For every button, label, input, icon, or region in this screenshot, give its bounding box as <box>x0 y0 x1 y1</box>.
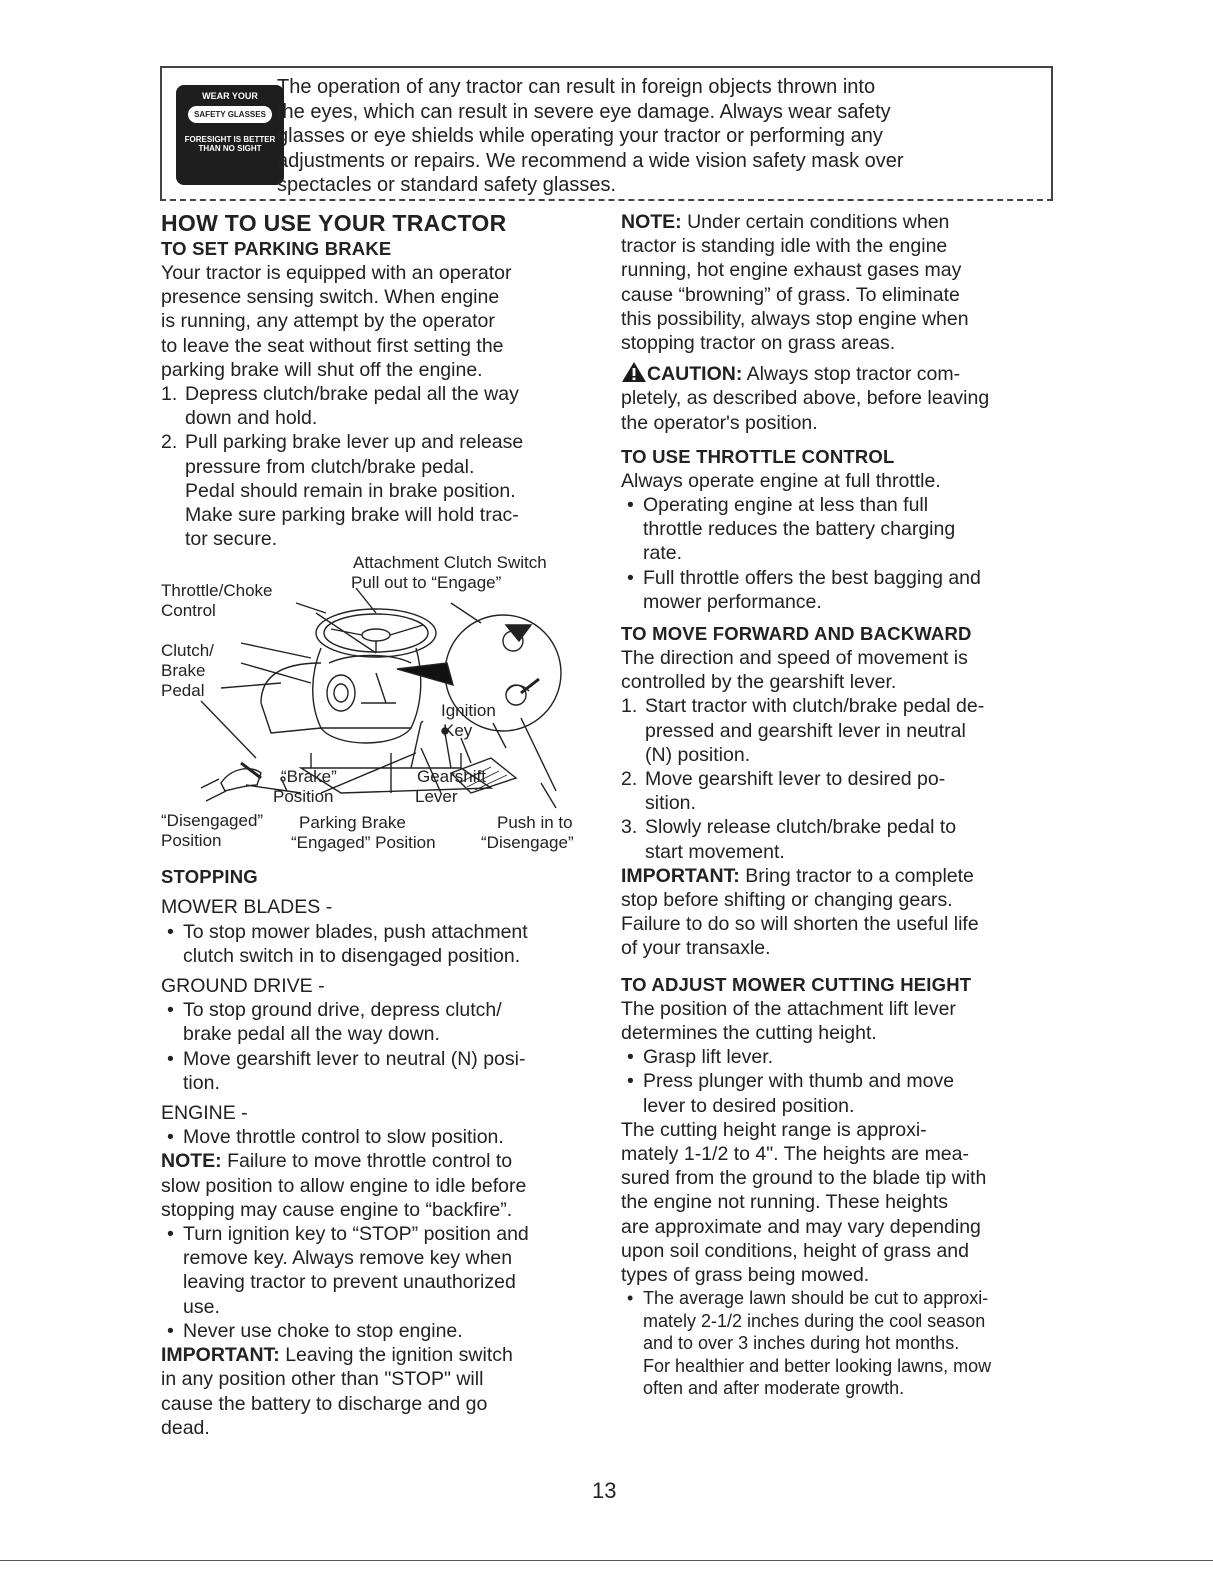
parking-step-2 <box>161 430 593 551</box>
label-lever: Lever <box>415 787 458 807</box>
text-line: often and after moderate growth. <box>643 1378 905 1399</box>
bullet: • <box>627 494 634 517</box>
text-line: presence sensing switch. When engine <box>161 286 500 309</box>
text-line: Operating engine at less than full <box>643 494 929 517</box>
label-parking-brake: Parking Brake <box>299 813 406 833</box>
warning-line: spectacles or standard safety glasses. <box>277 174 617 196</box>
text-line: (N) position. <box>645 743 751 766</box>
text-line: cause “browning” of grass. To eliminate <box>621 283 960 306</box>
move-step-1 <box>621 694 1051 767</box>
text-line: Under certain conditions when <box>681 211 950 233</box>
warning-triangle-icon <box>621 361 647 383</box>
text-line: remove key. Always remove key when <box>183 1247 513 1270</box>
label-ignition: Ignition <box>441 701 496 721</box>
label-control: Control <box>161 601 216 621</box>
text-line: pressure from clutch/brake pedal. <box>185 455 475 478</box>
text-line: slow position to allow engine to idle before <box>161 1174 527 1197</box>
ground-drive-bullet-2 <box>161 1047 593 1095</box>
text-line: sured from the ground to the blade tip with <box>621 1167 987 1190</box>
adjust-bullet-3 <box>621 1287 1051 1400</box>
warning-line: glasses or eye shields while operating your tractor or performing any <box>277 125 883 147</box>
warning-line: The operation of any tractor can result in foreign objects thrown into <box>277 76 876 98</box>
adjust-bullet-1 <box>621 1045 1051 1069</box>
text-line: The average lawn should be cut to approxi- <box>643 1288 989 1309</box>
warning-line: adjustments or repairs. We recommend a wide vision safety mask over <box>277 149 904 172</box>
text-line: running, hot engine exhaust gases may <box>621 259 962 282</box>
text-line: tor secure. <box>185 528 278 551</box>
badge-line-3: FORESIGHT IS BETTER <box>184 135 276 144</box>
label-key: Key <box>443 721 473 741</box>
engine-bullet-1 <box>161 1125 593 1149</box>
left-column <box>161 209 593 1440</box>
cutting-height-heading: TO ADJUST MOWER CUTTING HEIGHT <box>621 973 972 995</box>
label-attachment-clutch-switch: Attachment Clutch Switch <box>353 553 547 573</box>
text-line: use. <box>183 1295 220 1318</box>
text-line: Grasp lift lever. <box>643 1046 774 1069</box>
move-important <box>621 864 1051 961</box>
parking-intro <box>161 261 593 382</box>
step-number: 1. <box>621 695 638 718</box>
text-line: this possibility, always stop engine when <box>621 307 969 330</box>
badge-line-2: SAFETY GLASSES <box>188 106 272 123</box>
note-label: NOTE: <box>161 1150 222 1173</box>
safety-warning-box <box>160 66 1053 201</box>
safety-glasses-badge <box>176 85 284 185</box>
step-number: 1. <box>161 383 178 406</box>
adjust-bullet-2 <box>621 1069 1051 1117</box>
text-line: Full throttle offers the best bagging and <box>643 566 981 589</box>
engine-label: ENGINE - <box>161 1102 248 1125</box>
text-line: Make sure parking brake will hold trac- <box>185 504 519 527</box>
text-line: Failure to move throttle control to <box>221 1150 513 1173</box>
text-line: brake pedal all the way down. <box>183 1023 440 1046</box>
text-line: controlled by the gearshift lever. <box>621 671 897 694</box>
text-line: mately 2-1/2 inches during the cool season <box>643 1310 986 1331</box>
text-line: throttle reduces the battery charging <box>643 518 956 541</box>
text-line: Move throttle control to slow position. <box>183 1126 504 1149</box>
move-intro <box>621 646 1051 694</box>
text-line: mately 1-1/2 to 4". The heights are mea- <box>621 1142 969 1165</box>
throttle-bullet-2 <box>621 566 1051 614</box>
text-line: The direction and speed of movement is <box>621 647 968 670</box>
text-line: tractor is standing idle with the engine <box>621 235 948 258</box>
bullet: • <box>627 1288 634 1309</box>
warning-line: the eyes, which can result in severe eye damage. Always wear safety <box>277 100 891 123</box>
label-pull-out-engage: Pull out to “Engage” <box>351 573 502 593</box>
bullet: • <box>167 1126 174 1149</box>
text-line: types of grass being mowed. <box>621 1263 870 1286</box>
text-line: To stop ground drive, depress clutch/ <box>183 999 502 1022</box>
text-line: lever to desired position. <box>643 1094 855 1117</box>
text-line: and to over 3 inches during hot months. <box>643 1333 960 1354</box>
stopping-heading: STOPPING <box>161 866 258 888</box>
bullet: • <box>167 1223 174 1246</box>
text-line: to leave the seat without first setting the <box>161 334 504 357</box>
bottom-rule <box>0 1560 1213 1561</box>
text-line: pletely, as described above, before leaving <box>621 387 990 410</box>
bullet: • <box>167 1047 174 1070</box>
text-line: are approximate and may vary depending <box>621 1215 981 1238</box>
text-line: sition. <box>645 792 696 815</box>
text-line: upon soil conditions, height of grass and <box>621 1239 969 1262</box>
step-number: 3. <box>621 816 638 839</box>
step-number: 2. <box>621 768 638 791</box>
label-brake: Brake <box>161 661 206 681</box>
ground-drive-label: GROUND DRIVE - <box>161 975 325 998</box>
badge-line-1: WEAR YOUR <box>202 91 258 101</box>
bullet: • <box>167 1319 174 1342</box>
adjust-intro <box>621 997 1051 1045</box>
bullet: • <box>167 999 174 1022</box>
text-line: the engine not running. These heights <box>621 1191 949 1214</box>
section-title: HOW TO USE YOUR TRACTOR <box>161 210 507 236</box>
move-heading: TO MOVE FORWARD AND BACKWARD <box>621 623 972 645</box>
text-line: Pull parking brake lever up and release <box>185 431 524 454</box>
text-line: Depress clutch/brake pedal all the way <box>185 383 519 406</box>
text-line: Move gearshift lever to desired po- <box>645 768 946 791</box>
engine-bullet-3 <box>161 1319 593 1343</box>
label-throttle-choke: Throttle/Choke <box>161 581 273 601</box>
text-line: mower performance. <box>643 590 822 613</box>
idle-note <box>621 210 1051 355</box>
move-step-2 <box>621 767 1051 815</box>
label-push-in-to: Push in to <box>497 813 573 833</box>
text-line: in any position other than "STOP" will <box>161 1368 484 1391</box>
text-line: For healthier and better looking lawns, mow <box>643 1355 992 1376</box>
text-line: stopping tractor on grass areas. <box>621 332 896 355</box>
label-position: Position <box>273 787 334 807</box>
label-pedal: Pedal <box>161 681 205 701</box>
engine-important <box>161 1343 593 1440</box>
text-line: of your transaxle. <box>621 937 771 960</box>
bullet: • <box>627 566 634 589</box>
text-line: leaving tractor to prevent unauthorized <box>183 1271 516 1294</box>
label-brake-position: “Brake” <box>281 767 337 787</box>
text-line: The position of the attachment lift lever <box>621 997 956 1020</box>
step-number: 2. <box>161 431 178 454</box>
text-line: Your tractor is equipped with an operator <box>161 262 512 284</box>
throttle-intro: Always operate engine at full throttle. <box>621 469 941 492</box>
text-line: Move gearshift lever to neutral (N) posi- <box>183 1047 526 1070</box>
parking-brake-heading: TO SET PARKING BRAKE <box>161 238 392 259</box>
ground-drive-bullet-1 <box>161 998 593 1046</box>
caution-label: CAUTION: <box>647 363 743 386</box>
text-line: Always stop tractor com- <box>742 363 961 386</box>
text-line: Failure to do so will shorten the useful life <box>621 913 979 936</box>
text-line: is running, any attempt by the operator <box>161 310 495 333</box>
text-line: Bring tractor to a complete <box>739 864 974 887</box>
text-line: the operator's position. <box>621 411 818 434</box>
bullet: • <box>627 1046 634 1069</box>
bullet: • <box>167 920 174 943</box>
text-line: start movement. <box>645 840 785 863</box>
caution-block <box>621 361 1051 435</box>
label-engaged-position: “Engaged” Position <box>291 833 436 853</box>
text-line: stopping may cause engine to “backfire”. <box>161 1198 513 1221</box>
mower-blades-label: MOWER BLADES - <box>161 896 333 919</box>
label-clutch: Clutch/ <box>161 641 214 661</box>
text-line: Turn ignition key to “STOP” position and <box>183 1223 529 1246</box>
label-disengaged: “Disengaged” <box>161 811 264 831</box>
text-line: tion. <box>183 1071 220 1094</box>
throttle-heading: TO USE THROTTLE CONTROL <box>621 445 895 467</box>
cutting-height-text <box>621 1118 1051 1287</box>
throttle-bullet-1 <box>621 493 1051 566</box>
text-line: Slowly release clutch/brake pedal to <box>645 816 957 839</box>
text-line: dead. <box>161 1416 210 1439</box>
text-line: clutch switch in to disengaged position. <box>183 944 521 967</box>
text-line: The cutting height range is approxi- <box>621 1118 927 1141</box>
parking-step-1 <box>161 382 593 430</box>
text-line: Leaving the ignition switch <box>279 1344 513 1367</box>
right-column <box>621 210 1051 1400</box>
text-line: Pedal should remain in brake position. <box>185 479 516 502</box>
engine-bullet-2 <box>161 1222 593 1319</box>
tractor-controls-figure <box>161 553 593 871</box>
important-label: IMPORTANT: <box>161 1344 280 1367</box>
text-line: To stop mower blades, push attachment <box>183 920 528 943</box>
text-line: Never use choke to stop engine. <box>183 1319 463 1342</box>
label-gearshift: Gearshift <box>417 767 486 787</box>
warning-text <box>277 75 1037 198</box>
text-line: determines the cutting height. <box>621 1021 877 1044</box>
text-line: down and hold. <box>185 407 318 430</box>
text-line: parking brake will shut off the engine. <box>161 358 483 381</box>
text-line: cause the battery to discharge and go <box>161 1392 488 1415</box>
text-line: rate. <box>643 542 683 565</box>
engine-note <box>161 1149 593 1222</box>
badge-line-4: THAN NO SIGHT <box>198 144 262 153</box>
text-line: pressed and gearshift lever in neutral <box>645 719 966 742</box>
bullet: • <box>627 1070 634 1093</box>
label-disengage: “Disengage” <box>481 833 574 853</box>
text-line: Start tractor with clutch/brake pedal de- <box>645 695 985 718</box>
important-label: IMPORTANT: <box>621 864 740 887</box>
label-disengaged-position: Position <box>161 831 222 851</box>
text-line: stop before shifting or changing gears. <box>621 889 953 912</box>
page-number: 13 <box>592 1478 617 1503</box>
mower-blades-bullet <box>161 920 593 968</box>
note-label: NOTE: <box>621 211 682 233</box>
move-step-3 <box>621 815 1051 863</box>
text-line: Press plunger with thumb and move <box>643 1070 955 1093</box>
